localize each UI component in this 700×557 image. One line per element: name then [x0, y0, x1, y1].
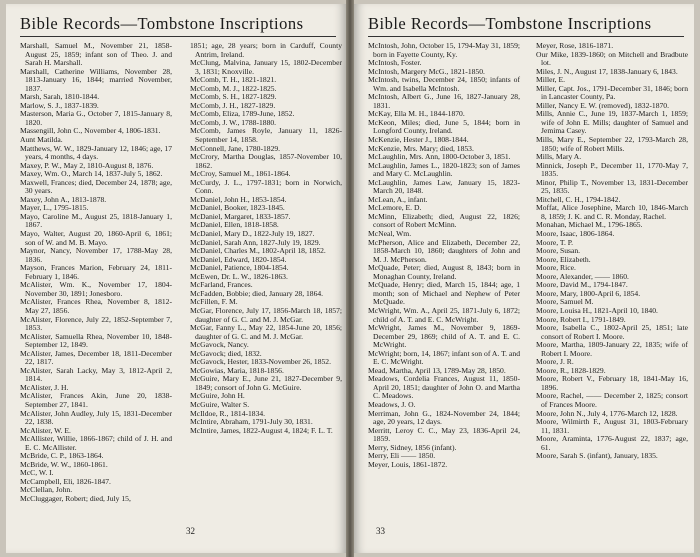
record-entry: Moore, Samuel M. — [536, 297, 594, 307]
record-entry: Moore, Isabella C., 1802-April 25, 1851; late consort of Robert I. Moore. — [536, 323, 688, 341]
record-entry: McComb, James Royle, January 11, 1826-September 14, 1858. — [190, 126, 342, 145]
record-entry: McIntosh, Albert G., June 16, 1827-January 28, 1831. — [368, 92, 520, 110]
record-entry: McQuade, Henry; died, March 15, 1844; age, 1 month; son of Michael and Nephew of Peter McQuade. — [368, 280, 520, 307]
record-entry: Marlow, S. J., 1837-1839. — [20, 100, 99, 110]
record-entry: McAlister, John Audley, July 15, 1831-December 22, 1838. — [20, 408, 172, 427]
record-entry: Minor, Philip T., November 13, 1831-December 25, 1835. — [536, 177, 688, 196]
left-page — [6, 4, 346, 553]
record-entry: Moore, T. P. — [536, 237, 574, 247]
record-entry: McDaniel, John H., 1853-1854. — [190, 194, 287, 204]
record-entry: McIntosh, John, October 15, 1794-May 31, 1859; born in Fayette County, Ky. — [368, 41, 520, 59]
record-entry: Moore, John N., July 4, 1776-March 12, 1828. — [536, 408, 678, 418]
record-entry: Merriman, John G., 1824-November 24, 1844; age, 20 years, 12 days. — [368, 408, 520, 427]
record-entry: Moore, Elizabeth. — [536, 254, 591, 264]
record-entry: McLaughlin, Mrs. Ann, 1800-October 3, 1851. — [368, 152, 511, 162]
record-entry: McCluggager, Robert; died, July 15, — [20, 493, 131, 503]
record-entry: McCurdy, J. L., 1797-1831; born in Norwich, Conn. — [190, 177, 342, 196]
record-entry: Mayson, Frances Marion, February 24, 1811-February 1, 1846. — [20, 263, 172, 281]
record-entry: McNeal, Wm. — [368, 229, 412, 239]
record-entry: Aunt Matilda. — [20, 135, 63, 145]
record-entry: Maxey, Wm. O., March 14, 1837-July 5, 1862. — [20, 169, 163, 179]
record-entry: McQuade, Peter; died, August 8, 1843; born in Monaghan County, Ireland. — [368, 263, 520, 281]
record-entry: McGar, Florence, July 17, 1856-March 18, 1857; daughter of G. C. and M. J. McGar. — [190, 305, 342, 324]
record-entry: McIntosh, Margery McG., 1821-1850. — [368, 66, 485, 76]
right-page — [354, 4, 694, 553]
record-entry: McLaughlin, James L., 1820-1823; son of James and Mary C. McLaughlin. — [368, 160, 520, 179]
record-entry: McAlister, W. E. — [20, 425, 71, 435]
record-entry: Mills, Mary A. — [536, 152, 582, 162]
record-entry: Moffat, Alice Josephine, March 10, 1846-March 8, 1859; J. K. and C. R. Monday, Rachel. — [536, 203, 688, 221]
record-entry: McDaniel, Edward, 1820-1854. — [190, 254, 287, 264]
record-entry: Minnick, Joseph P., December 11, 1770-May 7, 1835. — [536, 160, 688, 179]
record-entry: McIntosh, twins, December 24, 1850; infants of Wm. and Isabella McIntosh. — [368, 75, 520, 93]
record-entry: Marsh, Sarah, 1810-1844. — [20, 92, 100, 102]
record-entry: McGuire, Mary E., June 21, 1827-December 9, 1849; consort of John G. McGuire. — [190, 374, 342, 392]
record-entry: McComb, J. H., 1827-1829. — [190, 100, 276, 110]
record-entry: McMinn, Elizabeth; died, August 22, 1826; consort of Robert McMinn. — [368, 211, 520, 230]
record-entry: McConnell, Jane, 1780-1829. — [190, 143, 281, 153]
record-entry: McKenzie, Mrs. Mary; died, 1853. — [368, 143, 474, 153]
record-entry: McGavock, Hester, 1833-November 26, 1852. — [190, 357, 331, 367]
record-entry: McWright; born, 14, 1867; infant son of A. T. and E. C. McWright. — [368, 348, 520, 367]
record-entry: McClellan, John. — [20, 485, 73, 495]
record-entry: Moore, J. R. — [536, 357, 574, 367]
record-entry: McWright, James M., November 9, 1869-December 29, 1869; child of A. T. and E. C. McWright. — [368, 323, 520, 350]
record-entry: Mead, Martha, April 13, 1789-May 28, 1850. — [368, 365, 506, 375]
record-entry: Merry, Sidney, 1856 (infant). — [368, 442, 457, 452]
record-entry: Moore, Robert V., February 18, 1841-May 16, 1896. — [536, 374, 688, 392]
record-entry: McComb, S. H., 1827-1829. — [190, 92, 277, 102]
record-entry: McEwen, Dr. L. W., 1826-1863. — [190, 271, 288, 281]
record-entry: Maxey, John A., 1813-1878. — [20, 194, 107, 204]
record-entry: McDaniel, Mary D., 1822-July 19, 1827. — [190, 229, 315, 239]
record-entry: McClung, Malvina, January 15, 1802-December 3, 1831; Knoxville. — [190, 58, 342, 76]
record-entry: Moore, Martha, 1809-January 22, 1835; wife of Robert I. Moore. — [536, 340, 688, 358]
record-entry: McLemore, E. D. — [368, 203, 422, 213]
record-entry: McAlister, Wm. K., November 17, 1804-November 30, 1891; Jonesboro. — [20, 280, 172, 298]
record-entry: McBride, C. P., 1863-1864. — [20, 451, 104, 461]
record-entry: McFillen, F. M. — [190, 297, 238, 307]
record-entry: Moore, David M., 1794-1847. — [536, 280, 628, 290]
record-entry: Miles, J. N., August 17, 1838-January 6, 1843. — [536, 66, 678, 76]
record-entry: McLean, A., infant. — [368, 194, 428, 204]
record-entry: McGuire, Walter S. — [190, 399, 250, 409]
record-entry: 1851; age, 28 years; born in Carduff, County Antrim, Ireland. — [190, 41, 342, 59]
record-entry: McCampbell, Eli, 1826-1847. — [20, 476, 111, 486]
record-entry: Mayer, L., 1795-1815. — [20, 203, 89, 213]
record-entry: McGowias, Maria, 1818-1856. — [190, 365, 284, 375]
record-entry: Moore, Sarah S. (infant), January, 1835. — [536, 451, 658, 461]
record-entry: Matthews, W. W., 1829-January 12, 1846; age, 17 years, 4 months, 4 days. — [20, 143, 172, 162]
record-entry: Marshall, Catherine Williams, November 28, 1813-January 16, 1844; married November, 1837. — [20, 66, 172, 93]
record-entry: McDaniel, Charles M., 1802-April 18, 1852. — [190, 246, 326, 256]
record-entry: Masterson, Maria G., October 7, 1815-January 8, 1820. — [20, 109, 172, 127]
record-entry: McKay, Ella M. H., 1844-1870. — [368, 109, 465, 119]
record-entry: Mills, Mary E., September 22, 1793-March 28, 1850; wife of Robert Mills. — [536, 135, 688, 153]
record-entry: McIntire, James, 1822-August 4, 1824; F. L. T. — [190, 425, 333, 435]
record-entry: Meadows, J. O. — [368, 399, 416, 409]
record-entry: McIntire, Abraham, 1791-July 30, 1831. — [190, 417, 313, 427]
record-entry: Maxwell, Frances; died, December 24, 1878; age, 30 years. — [20, 177, 172, 196]
entry-column-right-2 — [536, 42, 688, 461]
record-entry: McAlister, Samuella Rhea, November 10, 1848-September 12, 1849. — [20, 331, 172, 350]
record-entry: McAlister, James, December 18, 1811-December 22, 1817. — [20, 348, 172, 367]
record-entry: Moore, Robert I., 1791-1849. — [536, 314, 626, 324]
record-entry: McAlister, Florence, July 22, 1852-September 7, 1853. — [20, 314, 172, 333]
record-entry: Moore, Mary, 1800-April 6, 1854. — [536, 288, 641, 298]
record-entry: Meadows, Cordelia Frances, August 11, 1850-April 20, 1851; daughter of John O. and Martha C. Meadows. — [368, 374, 520, 401]
record-entry: McDaniel, Ellen, 1818-1858. — [190, 220, 279, 230]
record-entry: Moore, R., 1828-1829. — [536, 365, 606, 375]
entry-column-left-2 — [190, 42, 342, 435]
record-entry: Mitchell, C. H., 1794-1842. — [536, 194, 621, 204]
record-entry: McGavock; died, 1832. — [190, 348, 262, 358]
record-entry: Moore, Louisa H., 1821-April 10, 1840. — [536, 305, 658, 315]
record-entry: McFarland, Frances. — [190, 280, 253, 290]
book-gutter — [346, 0, 354, 557]
page-header: Bible Records—Tombstone Inscriptions — [20, 14, 304, 33]
record-entry: Moore, Wilmirth F., August 31, 1803-February 11, 1831. — [536, 417, 688, 435]
record-entry: McFadden, Bobbie; died, January 28, 1864. — [190, 288, 324, 298]
record-entry: McAllister, Willie, 1866-1867; child of J. H. and E. C. McAllister. — [20, 434, 172, 452]
header-rule — [20, 36, 336, 37]
record-entry: Maynor, Nancy, November 17, 1788-May 28, 1836. — [20, 246, 172, 264]
record-entry: McComb, M. J., 1822-1825. — [190, 83, 277, 93]
entry-column-left-1 — [20, 42, 172, 504]
record-entry: McDaniel, Booker, 1823-1845. — [190, 203, 285, 213]
record-entry: Moore, Rice. — [536, 263, 576, 273]
record-entry: Miller, Capt. Jos., 1791-December 31, 1846; born in Lancaster County, Pa. — [536, 83, 688, 102]
record-entry: McWright, Wm. A., April 25, 1871-July 6, 1872; child of A. T. and E. C. McWright. — [368, 305, 520, 324]
record-entry: McDaniel, Sarah Ann, 1827-July 19, 1829. — [190, 237, 321, 247]
record-entry: McBride, W. W., 1860-1861. — [20, 459, 108, 469]
page-number: 32 — [186, 526, 195, 536]
record-entry: McComb, J. W., 1788-1880. — [190, 117, 277, 127]
record-entry: Moore, Araminta, 1776-August 22, 1837; age, 61. — [536, 434, 688, 452]
record-entry: McAlister, J. H. — [20, 382, 69, 392]
record-entry: Meyer, Rose, 1816-1871. — [536, 41, 614, 50]
record-entry: Maxey, P. W., May 2, 1810-August 8, 1876. — [20, 160, 154, 170]
record-entry: Our Mike, 1839-1860; on Mitchell and Bradbute lot. — [536, 49, 688, 68]
record-entry: McPherson, Alice and Elizabeth, December 22, 1858-March 10, 1860; daughters of John and M. J. McPherson. — [368, 237, 520, 264]
record-entry: Mills, Annie C., June 19, 1837-March 1, 1859; wife of John E. Mills; daughter of Samuel and Jemima Casey. — [536, 109, 688, 136]
record-entry: McKeon, Miles; died, June 5, 1844; born in Longford County, Ireland. — [368, 117, 520, 136]
record-entry: McIldoe, R., 1814-1834. — [190, 408, 266, 418]
record-entry: Moore, Rachel, —— December 2, 1825; consort of Frances Moore. — [536, 391, 688, 409]
record-entry: McGavock, Nancy. — [190, 340, 249, 350]
record-entry: Mayo, Walter, August 20, 1860-April 6, 1861; son of W. and M. B. Mayo. — [20, 229, 172, 247]
record-entry: McCroy, Samuel M., 1861-1864. — [190, 169, 291, 179]
header-rule — [368, 36, 684, 37]
record-entry: McAlister, Frances Rhea, November 8, 1812-May 27, 1856. — [20, 297, 172, 315]
record-entry: McGuire, John H. — [190, 391, 245, 401]
record-entry: Merry, Eli —— 1850. — [368, 451, 436, 461]
record-entry: Monahan, Michael M., 1796-1865. — [536, 220, 643, 230]
record-entry: Massengill, John C., November 4, 1806-1831. — [20, 126, 161, 136]
record-entry: Merritt, Leroy C. C., May 23, 1836-April 24, 1859. — [368, 425, 520, 444]
record-entry: Moore, Susan. — [536, 246, 581, 256]
record-entry: McCrory, Martha Douglas, 1857-November 10, 1862. — [190, 152, 342, 170]
page-header: Bible Records—Tombstone Inscriptions — [368, 14, 652, 33]
record-entry: McComb, T. H., 1821-1821. — [190, 75, 277, 85]
record-entry: McDaniel, Margaret, 1833-1857. — [190, 211, 291, 221]
page-number: 33 — [376, 526, 385, 536]
record-entry: McLaughlin, James Law, January 15, 1823-March 20, 1848. — [368, 177, 520, 196]
record-entry: Moore, Alexander, —— 1860. — [536, 271, 629, 281]
record-entry: McC, W. I. — [20, 468, 54, 478]
record-entry: McAlister, Sarah Lacky, May 3, 1812-April 2, 1814. — [20, 365, 172, 384]
record-entry: Moore, Isaac, 1806-1864. — [536, 229, 615, 239]
entry-column-right-1 — [368, 42, 520, 469]
record-entry: Mayo, Caroline M., August 25, 1818-January 1, 1867. — [20, 211, 172, 230]
record-entry: McDaniel, Patience, 1804-1854. — [190, 263, 289, 273]
record-entry: Marshall, Samuel M., November 21, 1858-August 25, 1859; infant son of Theo. J. and Sarah H. Marshall. — [20, 41, 172, 68]
record-entry: Miller, Nancy E. W. (removed), 1832-1870. — [536, 100, 669, 110]
record-entry: Meyer, Louis, 1861-1872. — [368, 459, 448, 469]
record-entry: McKenzie, Hester J., 1808-1844. — [368, 135, 469, 145]
record-entry: McComb, Eliza, 1789-June, 1852. — [190, 109, 295, 119]
record-entry: Miller, E. — [536, 75, 566, 85]
record-entry: McAlister, Frances Akin, June 20, 1838-September 27, 1841. — [20, 391, 172, 409]
record-entry: McGar, Fanny L., May 22, 1854-June 20, 1856; daughter of G. C. and M. J. McGar. — [190, 323, 342, 341]
record-entry: McIntosh, Foster. — [368, 58, 422, 68]
